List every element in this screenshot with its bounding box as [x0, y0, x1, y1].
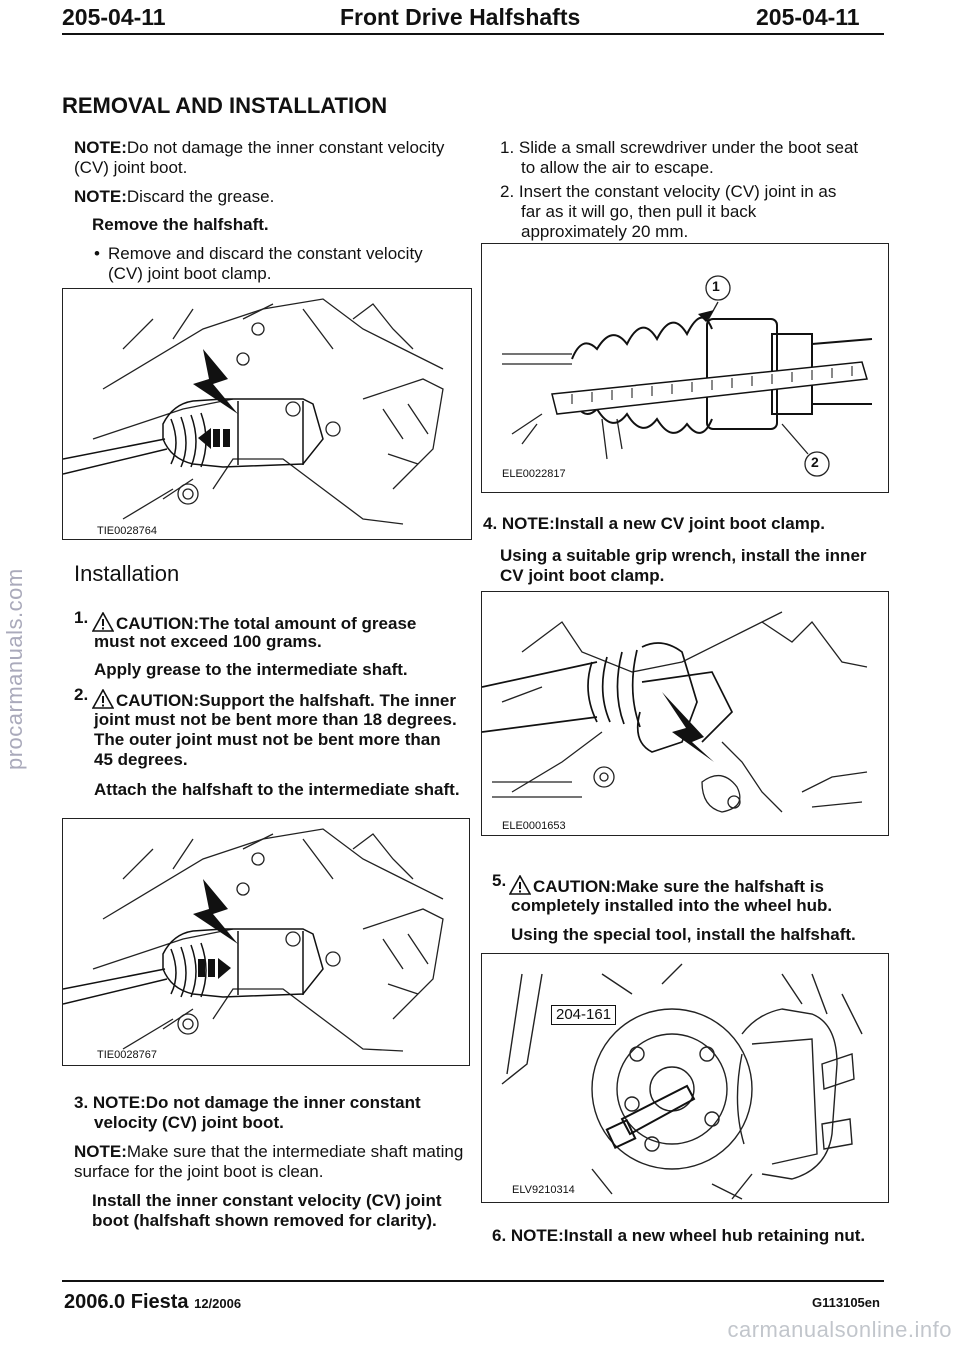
step-5-number: 5.	[492, 871, 507, 890]
substep-1-cont: to allow the air to escape.	[521, 158, 714, 177]
step-3-note-cont: velocity (CV) joint boot.	[94, 1113, 284, 1132]
figure-boot-clamp	[481, 591, 889, 836]
footer-code: G113105en	[812, 1295, 880, 1310]
figure-id: ELE0022817	[502, 468, 566, 480]
special-tool-label: 204-161	[551, 1005, 616, 1025]
footer-rule	[62, 1280, 884, 1282]
remove-heading: Remove the halfshaft.	[92, 215, 269, 234]
note-label: NOTE:	[74, 138, 127, 157]
step-4-action-cont: CV joint boot clamp.	[500, 566, 665, 585]
section-heading: REMOVAL AND INSTALLATION	[62, 93, 388, 118]
bullet-text-cont: (CV) joint boot clamp.	[108, 264, 272, 283]
figure-id: ELV9210314	[512, 1184, 575, 1196]
bullet-text: Remove and discard the constant velocity	[108, 244, 423, 263]
callout-2: 2	[811, 454, 819, 470]
bottom-watermark: carmanualsonline.info	[727, 1317, 952, 1342]
figure-id: TIE0028767	[97, 1049, 157, 1061]
note-text: Do not damage the inner constant velocity	[126, 138, 445, 157]
installation-heading: Installation	[74, 561, 180, 586]
warning-triangle-icon	[92, 689, 114, 709]
figure-wheel-hub	[481, 953, 889, 1203]
figure-id: ELE0001653	[502, 820, 566, 832]
bullet-marker: •	[94, 244, 100, 263]
warning-triangle-icon	[92, 612, 114, 632]
substep-2-cont-2: approximately 20 mm.	[521, 222, 689, 241]
note-label: NOTE:	[74, 1142, 127, 1161]
note-1-cont: (CV) joint boot.	[74, 158, 188, 177]
header-rule	[62, 33, 884, 35]
page-code-left: 205-04-11	[62, 4, 166, 30]
step-3-action: Install the inner constant velocity (CV) joint	[92, 1191, 442, 1210]
figure-cv-joint-insert	[481, 243, 889, 493]
figure-id: TIE0028764	[97, 525, 157, 537]
step-2-number: 2.	[74, 685, 89, 704]
step-1-action: Apply grease to the intermediate shaft.	[94, 660, 408, 679]
warning-triangle-icon	[509, 875, 531, 895]
step-2-caution	[92, 689, 456, 711]
step-2-caution-cont-3: 45 degrees.	[94, 750, 188, 769]
boot-clamp-illustration	[482, 592, 888, 835]
step-1-caution	[92, 612, 416, 634]
note-text: Make sure that the intermediate shaft mating	[126, 1142, 464, 1161]
caution-text: CAUTION:Support the halfshaft. The inner	[116, 691, 456, 710]
note-text: Discard the grease.	[126, 187, 275, 206]
halfshaft-illustration	[63, 289, 471, 539]
step-2-caution-cont-1: joint must not be bent more than 18 degrees.	[94, 710, 457, 729]
page-code-right: 205-04-11	[756, 4, 860, 30]
note-1	[74, 138, 444, 158]
step-6-note: 6. NOTE:Install a new wheel hub retaining nut.	[492, 1226, 866, 1245]
step-3-action-cont: boot (halfshaft shown removed for clarity).	[92, 1211, 437, 1230]
step-1-caution-cont: must not exceed 100 grams.	[94, 632, 322, 651]
note-label: NOTE:	[74, 187, 127, 206]
footer-model	[64, 1291, 241, 1314]
page-title: Front Drive Halfshafts	[340, 4, 581, 30]
footer-model-name: 2006.0 Fiesta	[64, 1291, 189, 1313]
step-1-number: 1.	[74, 608, 89, 627]
substep-2: 2. Insert the constant velocity (CV) joint in as	[500, 182, 837, 201]
step-4-note: 4. NOTE:Install a new CV joint boot clamp.	[483, 514, 825, 533]
step-3-note: 3. NOTE:Do not damage the inner constant	[74, 1093, 421, 1112]
figure-halfshaft-attach	[62, 818, 470, 1066]
substep-1: 1. Slide a small screwdriver under the boot seat	[500, 138, 859, 157]
cv-joint-ruler-illustration	[482, 244, 888, 492]
figure-halfshaft-removal	[62, 288, 472, 540]
step-2-caution-cont-2: The outer joint must not be bent more than	[94, 730, 441, 749]
step-5-action: Using the special tool, install the halfshaft.	[511, 925, 856, 944]
substep-2-cont-1: far as it will go, then pull it back	[521, 202, 757, 221]
step-4-action: Using a suitable grip wrench, install the inner	[500, 546, 867, 565]
caution-text: CAUTION:Make sure the halfshaft is	[533, 877, 824, 896]
step-5-caution	[509, 875, 824, 897]
footer-date: 12/2006	[194, 1296, 242, 1311]
step-5-caution-cont: completely installed into the wheel hub.	[511, 896, 833, 915]
note-2	[74, 187, 274, 207]
halfshaft-attach-illustration	[63, 819, 469, 1065]
wheel-hub-illustration	[482, 954, 888, 1202]
callout-1: 1	[712, 278, 720, 294]
note-3-cont: surface for the joint boot is clean.	[74, 1162, 324, 1181]
note-3	[74, 1142, 463, 1162]
side-watermark: procarmanuals.com	[2, 568, 27, 770]
step-2-action: Attach the halfshaft to the intermediate shaft.	[94, 780, 460, 799]
caution-text: CAUTION:The total amount of grease	[116, 614, 417, 633]
